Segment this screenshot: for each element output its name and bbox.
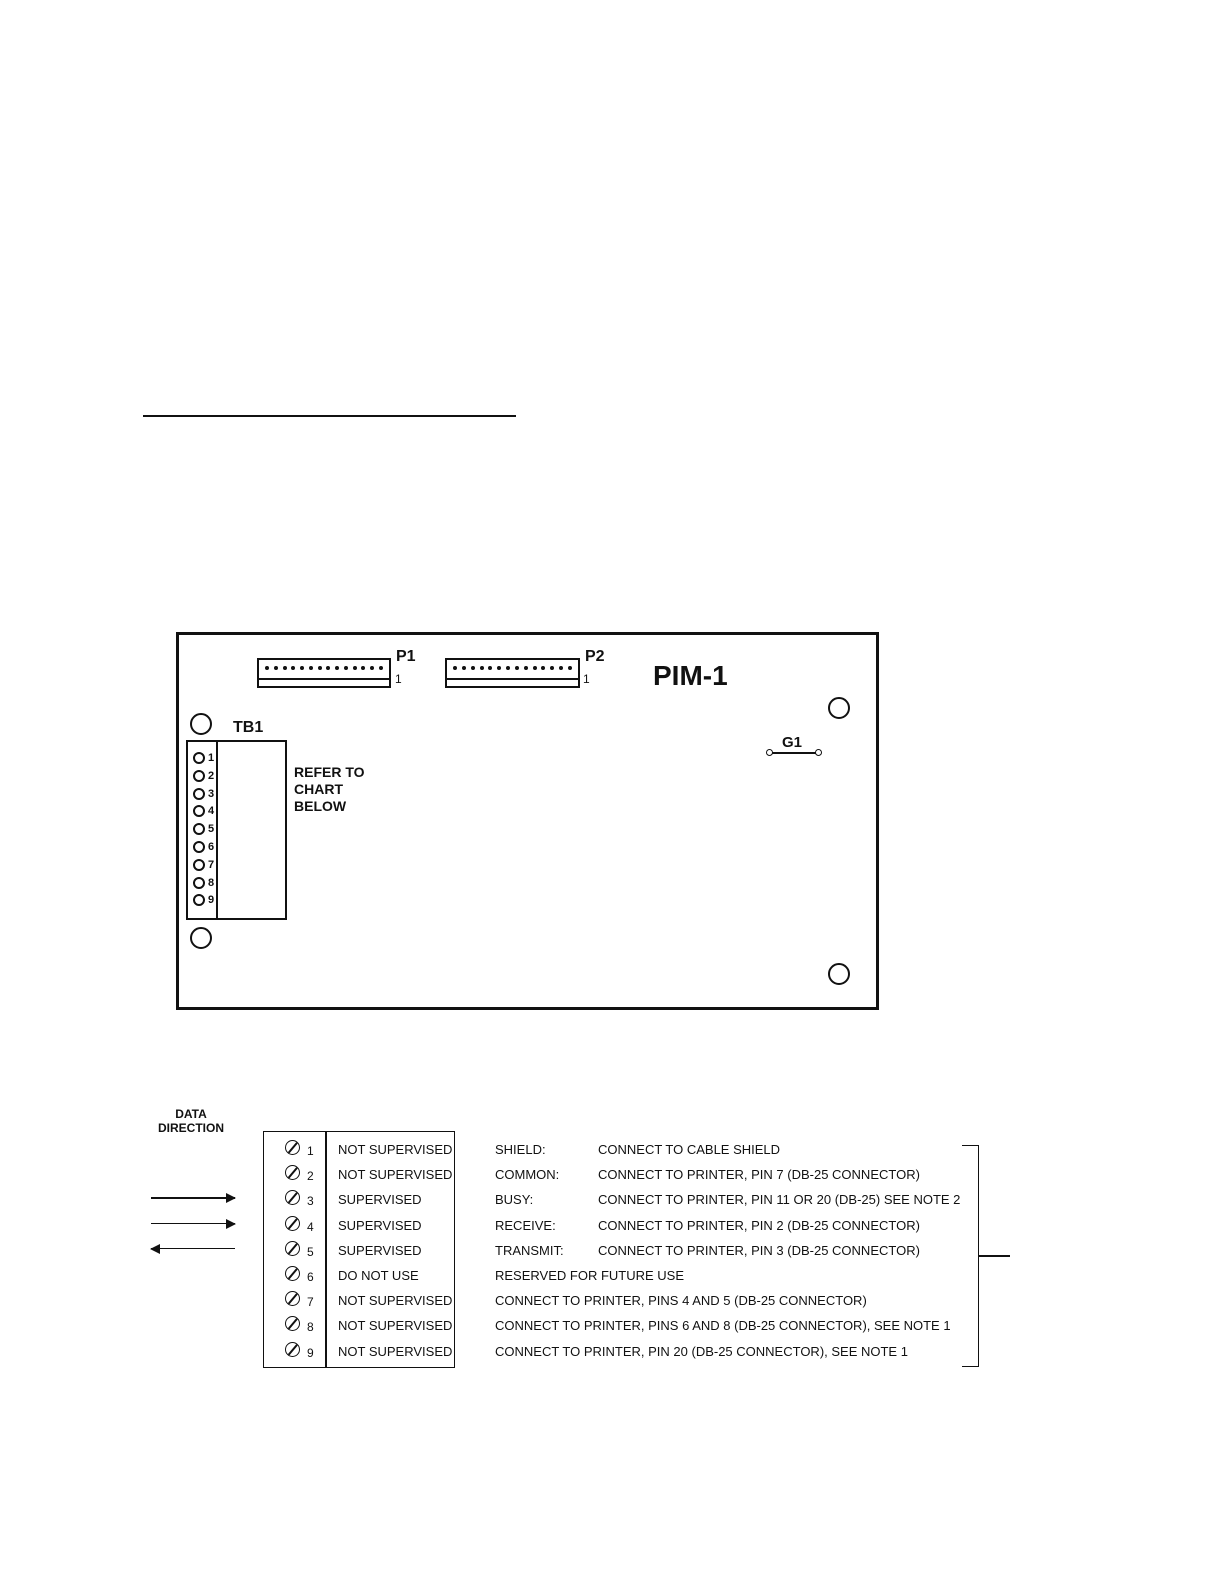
g1-label: G1 <box>782 734 803 751</box>
connector-pin <box>568 666 572 670</box>
tb1-terminal-screw <box>193 752 205 764</box>
connection-description: RESERVED FOR FUTURE USE <box>495 1268 685 1283</box>
p2-connector-base <box>445 678 580 688</box>
terminal-screw-icon <box>285 1140 300 1155</box>
connector-pin <box>453 666 457 670</box>
terminal-screw-icon <box>285 1216 300 1231</box>
terminal-number: 4 <box>307 1219 314 1234</box>
connection-description: CONNECT TO PRINTER, PIN 7 (DB-25 CONNECTOR) <box>598 1167 920 1183</box>
connector-pin <box>335 666 339 670</box>
tb1-block <box>216 740 287 920</box>
connector-pin <box>471 666 475 670</box>
connector-pin <box>506 666 510 670</box>
tb1-note-line: REFER TO <box>294 764 365 780</box>
tb1-terminal-number: 5 <box>208 823 215 836</box>
connector-pin <box>480 666 484 670</box>
p1-pin-one-label: 1 <box>395 672 402 686</box>
supervision-status: NOT SUPERVISED <box>338 1142 453 1157</box>
supervision-status: SUPERVISED <box>338 1192 422 1208</box>
connection-description: CONNECT TO PRINTER, PIN 3 (DB-25 CONNECTOR) <box>598 1242 920 1258</box>
p1-connector <box>257 658 391 680</box>
tb1-terminal-number: 8 <box>208 876 215 889</box>
supervision-status: SUPERVISED <box>338 1242 422 1258</box>
terminal-number: 3 <box>307 1194 314 1209</box>
terminal-table-divider <box>325 1131 327 1368</box>
tb1-note-line: BELOW <box>294 798 347 814</box>
p2-label: P2 <box>585 648 605 665</box>
connector-pin <box>370 666 374 670</box>
signal-name: TRANSMIT: <box>495 1242 564 1258</box>
mounting-hole-top-left <box>190 713 212 735</box>
g1-jumper-end-left <box>766 749 773 756</box>
arrow-shaft <box>151 1248 235 1250</box>
printer-connection-bracket <box>962 1145 979 1367</box>
connector-pin <box>300 666 304 670</box>
terminal-number: 7 <box>307 1295 314 1310</box>
tb1-terminal-number: 9 <box>208 894 215 907</box>
signal-name: SHIELD: <box>495 1142 546 1157</box>
connector-pin <box>497 666 501 670</box>
printer-connection-bracket-tail <box>979 1255 1010 1257</box>
tb1-terminal-number: 1 <box>208 752 215 764</box>
tb1-terminal-screw <box>193 894 205 906</box>
p2-pin-row <box>453 666 572 670</box>
tb1-terminal-screw <box>193 788 205 800</box>
tb1-terminal-screw <box>193 877 205 889</box>
supervision-status: NOT SUPERVISED <box>338 1293 453 1309</box>
connector-pin <box>488 666 492 670</box>
terminal-number: 9 <box>307 1345 314 1360</box>
connector-pin <box>309 666 313 670</box>
p1-label: P1 <box>396 648 416 665</box>
board-title: PIM-1 <box>653 660 728 691</box>
terminal-number: 6 <box>307 1270 314 1284</box>
connector-pin <box>462 666 466 670</box>
g1-jumper-end-right <box>815 749 822 756</box>
mounting-hole-top-right <box>828 697 850 719</box>
connector-pin <box>344 666 348 670</box>
arrow-head <box>226 1193 236 1203</box>
supervision-status: SUPERVISED <box>338 1217 422 1233</box>
data-direction-heading <box>150 1107 232 1135</box>
tb1-terminal-screw <box>193 805 205 817</box>
connector-pin <box>533 666 537 670</box>
p1-pin-row <box>265 666 383 670</box>
tb1-terminal-number: 4 <box>208 805 215 818</box>
supervision-status: NOT SUPERVISED <box>338 1343 453 1359</box>
supervision-status: NOT SUPERVISED <box>338 1167 453 1183</box>
tb1-terminal-number: 2 <box>208 769 215 782</box>
tb1-terminal-screw <box>193 823 205 835</box>
connector-pin <box>524 666 528 670</box>
tb1-terminal-number: 3 <box>208 787 215 800</box>
g1-jumper-wire <box>771 752 817 754</box>
connector-pin <box>291 666 295 670</box>
p2-pin-one-label: 1 <box>583 672 590 686</box>
tb1-label: TB1 <box>233 719 264 736</box>
connection-description: CONNECT TO PRINTER, PIN 2 (DB-25 CONNECTOR) <box>598 1217 920 1233</box>
arrow-head <box>150 1244 160 1254</box>
signal-name: RECEIVE: <box>495 1217 556 1233</box>
mounting-hole-bottom-right <box>828 963 850 985</box>
connector-pin <box>326 666 330 670</box>
connection-description: CONNECT TO PRINTER, PIN 11 OR 20 (DB-25) SEE NOTE 2 <box>598 1192 961 1208</box>
connector-pin <box>265 666 269 670</box>
tb1-terminal-screw <box>193 841 205 853</box>
arrow-head <box>226 1219 236 1229</box>
mounting-hole-bottom-left <box>190 927 212 949</box>
connector-pin <box>318 666 322 670</box>
connector-pin <box>361 666 365 670</box>
p2-connector <box>445 658 580 680</box>
data-direction-line: DATA <box>175 1107 207 1121</box>
terminal-screw-icon <box>285 1342 300 1357</box>
tb1-terminal-strip <box>186 740 218 920</box>
terminal-number: 2 <box>307 1169 314 1184</box>
tb1-terminal-screw <box>193 859 205 871</box>
supervision-status: DO NOT USE <box>338 1268 419 1283</box>
connection-description: CONNECT TO PRINTER, PIN 20 (DB-25 CONNECTOR), SEE NOTE 1 <box>495 1343 908 1359</box>
terminal-number: 8 <box>307 1320 314 1335</box>
tb1-note-line: CHART <box>294 781 343 797</box>
connection-description: CONNECT TO CABLE SHIELD <box>598 1142 781 1157</box>
connector-pin <box>379 666 383 670</box>
connection-description: CONNECT TO PRINTER, PINS 6 AND 8 (DB-25 CONNECTOR), SEE NOTE 1 <box>495 1318 951 1334</box>
arrow-shaft <box>151 1223 235 1225</box>
connector-pin <box>559 666 563 670</box>
p1-connector-base <box>257 678 391 688</box>
arrow-right-icon <box>151 1219 235 1229</box>
connector-pin <box>541 666 545 670</box>
tb1-terminal-number: 7 <box>208 858 215 871</box>
terminal-screw-icon <box>285 1241 300 1256</box>
connector-pin <box>283 666 287 670</box>
tb1-terminal-screw <box>193 770 205 782</box>
supervision-status: NOT SUPERVISED <box>338 1318 453 1334</box>
terminal-screw-icon <box>285 1266 300 1281</box>
connector-pin <box>274 666 278 670</box>
connector-pin <box>353 666 357 670</box>
terminal-number: 5 <box>307 1244 314 1259</box>
arrow-right-icon <box>151 1193 235 1203</box>
connection-description: CONNECT TO PRINTER, PINS 4 AND 5 (DB-25 CONNECTOR) <box>495 1293 867 1309</box>
connector-pin <box>550 666 554 670</box>
data-direction-line: DIRECTION <box>158 1121 224 1135</box>
terminal-number: 1 <box>307 1144 314 1158</box>
tb1-reference-note <box>294 764 365 815</box>
heading-rule <box>143 415 516 417</box>
arrow-left-icon <box>151 1244 235 1254</box>
arrow-shaft <box>151 1197 235 1199</box>
tb1-terminal-number: 6 <box>208 841 215 853</box>
connector-pin <box>515 666 519 670</box>
signal-name: BUSY: <box>495 1192 534 1208</box>
signal-name: COMMON: <box>495 1167 560 1183</box>
